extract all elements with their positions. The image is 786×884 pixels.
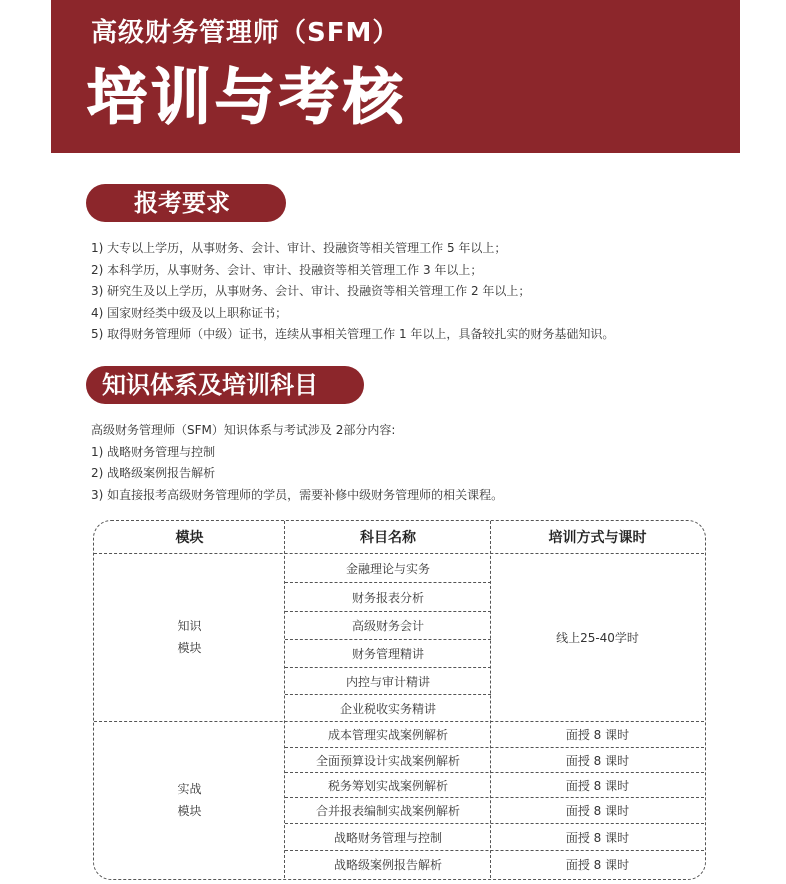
curriculum-intro	[91, 420, 503, 506]
method-cell: 线上25-40学时	[556, 630, 639, 645]
requirements-list	[91, 238, 614, 346]
intro-text: 高级财务管理师（SFM）知识体系与考试涉及 2部分内容:	[91, 423, 396, 437]
subject-cell: 税务筹划实战案例解析	[327, 778, 448, 793]
list-item: 2) 战略级案例报告解析	[91, 466, 216, 480]
table-header-subject: 科目名称	[360, 530, 416, 546]
list-item: 3) 研究生及以上学历，从事财务、会计、审计、投融资等相关管理工作 2 年以上；	[91, 284, 531, 298]
method-cell: 面授 8 课时	[565, 753, 630, 768]
module-name-line: 知识	[177, 619, 202, 633]
hero-banner	[51, 0, 740, 153]
hero-title: 培训与考核	[87, 63, 407, 133]
module-name-line: 实战	[177, 782, 202, 796]
list-item: 1) 大专以上学历，从事财务、会计、审计、投融资等相关管理工作 5 年以上；	[91, 241, 507, 255]
list-item: 4) 国家财经类中级及以上职称证书；	[91, 305, 288, 320]
module-cell-knowledge	[94, 554, 285, 720]
subject-cell: 内控与审计精讲	[345, 674, 430, 689]
subject-cell: 金融理论与实务	[345, 561, 430, 576]
method-cell: 面授 8 课时	[565, 804, 630, 818]
curriculum-table	[93, 520, 706, 880]
subject-cell: 战略级案例报告解析	[333, 858, 442, 872]
list-item: 2) 本科学历，从事财务、会计、审计、投融资等相关管理工作 3 年以上；	[91, 262, 483, 277]
list-item: 1) 战略财务管理与控制	[91, 444, 216, 459]
subject-cell: 全面预算设计实战案例解析	[315, 753, 460, 768]
table-header-module: 模块	[175, 530, 204, 546]
hero-subtitle: 高级财务管理师（SFM）	[91, 18, 400, 48]
subject-cell: 战略财务管理与控制	[333, 830, 442, 845]
subject-cell: 高级财务会计	[351, 619, 424, 633]
method-cell: 面授 8 课时	[565, 830, 630, 845]
subject-cell: 企业税收实务精讲	[339, 701, 436, 716]
section-heading-curriculum	[86, 366, 364, 404]
list-item: 5) 取得财务管理师（中级）证书，连续从事相关管理工作 1 年以上，具备较扎实的财务基础知识。	[91, 327, 615, 341]
method-cell: 面授 8 课时	[565, 778, 630, 793]
subject-cell: 成本管理实战案例解析	[327, 728, 448, 742]
subject-cell: 财务报表分析	[351, 590, 424, 605]
method-cell: 面授 8 课时	[565, 858, 630, 872]
subject-cell: 财务管理精讲	[351, 647, 424, 661]
module-cell-practice	[94, 722, 285, 878]
module-name-line: 模块	[177, 804, 202, 818]
module-name-line: 模块	[177, 641, 202, 655]
method-cell: 面授 8 课时	[565, 728, 630, 742]
subject-cell: 合并报表编制实战案例解析	[315, 804, 460, 818]
section-heading-label: 报考要求	[134, 189, 230, 217]
section-heading-label: 知识体系及培训科目	[102, 371, 318, 399]
list-item: 3) 如直接报考高级财务管理师的学员，需要补修中级财务管理师的相关课程。	[91, 487, 504, 502]
section-heading-requirements	[86, 184, 286, 222]
table-header-method: 培训方式与课时	[548, 530, 647, 546]
